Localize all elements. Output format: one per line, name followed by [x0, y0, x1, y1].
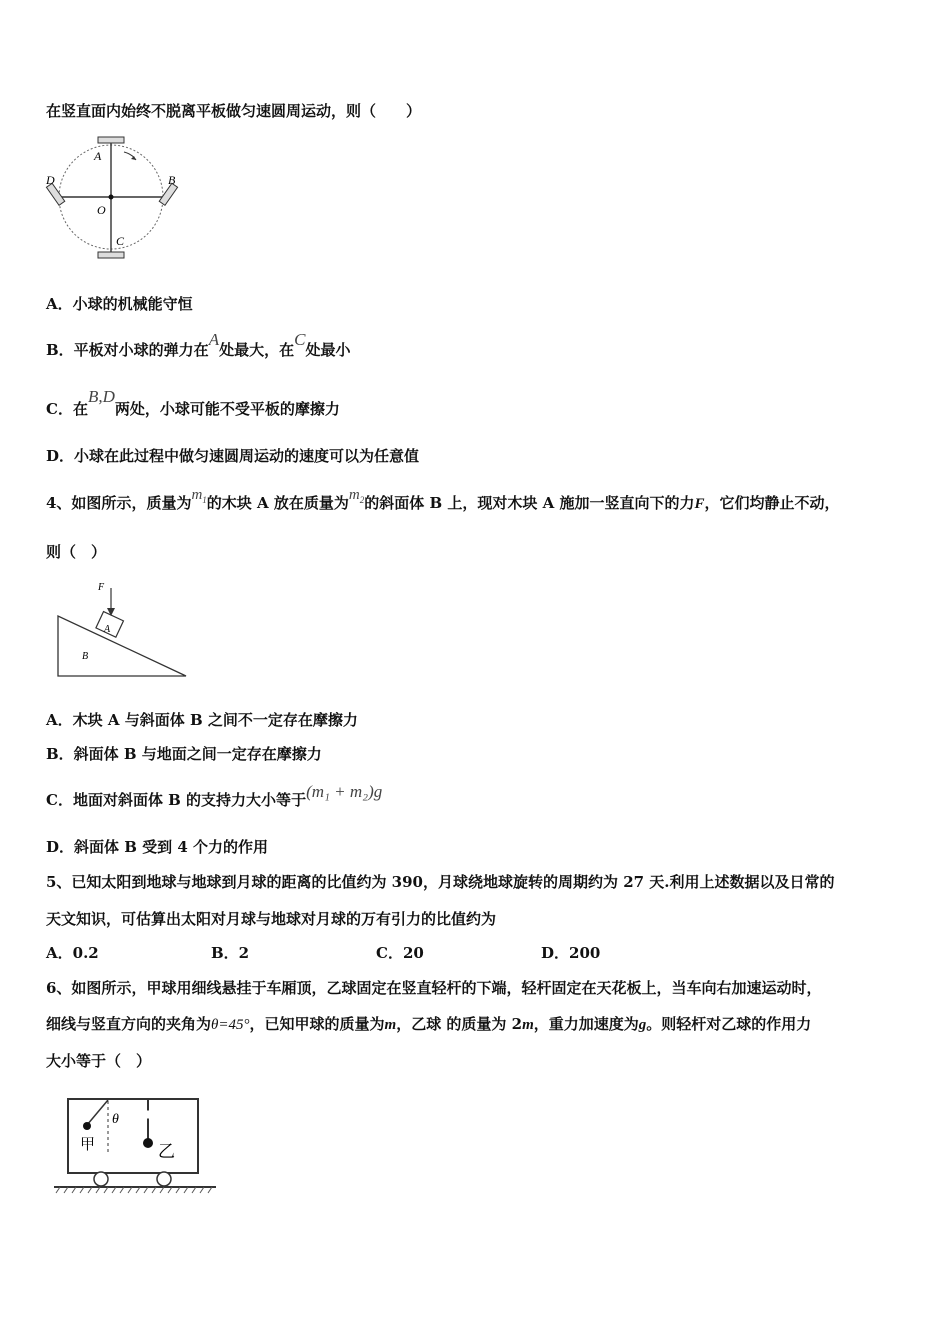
q4-option-a: A．木块 A 与斜面体 B 之间不一定存在摩擦力: [46, 711, 358, 729]
label-c: C: [116, 234, 125, 248]
label-jia: 甲: [80, 1135, 96, 1153]
q6-stem-line2: 细线与竖直方向的夹角为θ=45°，已知甲球的质量为m，乙球 的质量为 2m，重力加速度为g。则轻杆对乙球的作用力: [46, 1015, 812, 1033]
q4-option-c: C．地面对斜面体 B 的支持力大小等于(m₁ + m₂)g: [46, 782, 383, 809]
q3-option-d: D．小球在此过程中做匀速圆周运动的速度可以为任意值: [46, 447, 420, 465]
q6-stem-line3: 大小等于（ ）: [46, 1052, 152, 1070]
q3-stem: 在竖直面内始终不脱离平板做匀速圆周运动，则（ ）: [46, 102, 422, 120]
label-block-a: A: [104, 624, 111, 635]
q5-stem-line1: 5、已知太阳到地球与地球到月球的距离的比值约为 390，月球绕地球旋转的周期约为 27 天.利用上述数据以及日常的: [46, 873, 835, 891]
label-b: B: [168, 173, 176, 187]
q6-figure: [52, 1093, 218, 1195]
label-f: F: [98, 582, 105, 593]
q4-option-d: D．斜面体 B 受到 4 个力的作用: [46, 838, 269, 856]
q4-stem: 4、如图所示，质量为$m_1$的木块 A 放在质量为$m_2$的斜面体 B 上，现对木块 A 施加一竖直向下的力F，它们均静止不动，: [46, 487, 840, 512]
q3-option-a: A．小球的机械能守恒: [46, 295, 193, 313]
q5-option-d: D．200: [541, 944, 601, 962]
q3-figure: [40, 134, 200, 264]
q4-figure: [52, 578, 192, 680]
label-a: A: [94, 149, 102, 163]
q4-option-b: B．斜面体 B 与地面之间一定存在摩擦力: [46, 745, 322, 763]
q6-stem-line1: 6、如图所示，甲球用细线悬挂于车厢顶，乙球固定在竖直轻杆的下端，轻杆固定在天花板上，当车向右加速运动时，: [46, 979, 822, 997]
label-d: D: [46, 173, 55, 187]
q5-option-c: C．20: [376, 944, 424, 962]
q5-stem-line2: 天文知识，可估算出太阳对月球与地球对月球的万有引力的比值约为: [46, 910, 497, 928]
label-incline-b: B: [82, 651, 89, 662]
q3-option-b: B．平板对小球的弹力在A处最大，在C处最小: [46, 330, 351, 359]
q5-option-a: A．0.2: [46, 944, 99, 962]
label-yi: 乙: [158, 1142, 175, 1162]
q4-stem-line2: 则（ ）: [46, 543, 107, 561]
q5-option-b: B．2: [211, 944, 250, 962]
q3-option-c: C．在B,D两处，小球可能不受平板的摩擦力: [46, 387, 340, 418]
label-theta: θ: [112, 1112, 119, 1127]
label-o: O: [97, 203, 106, 217]
